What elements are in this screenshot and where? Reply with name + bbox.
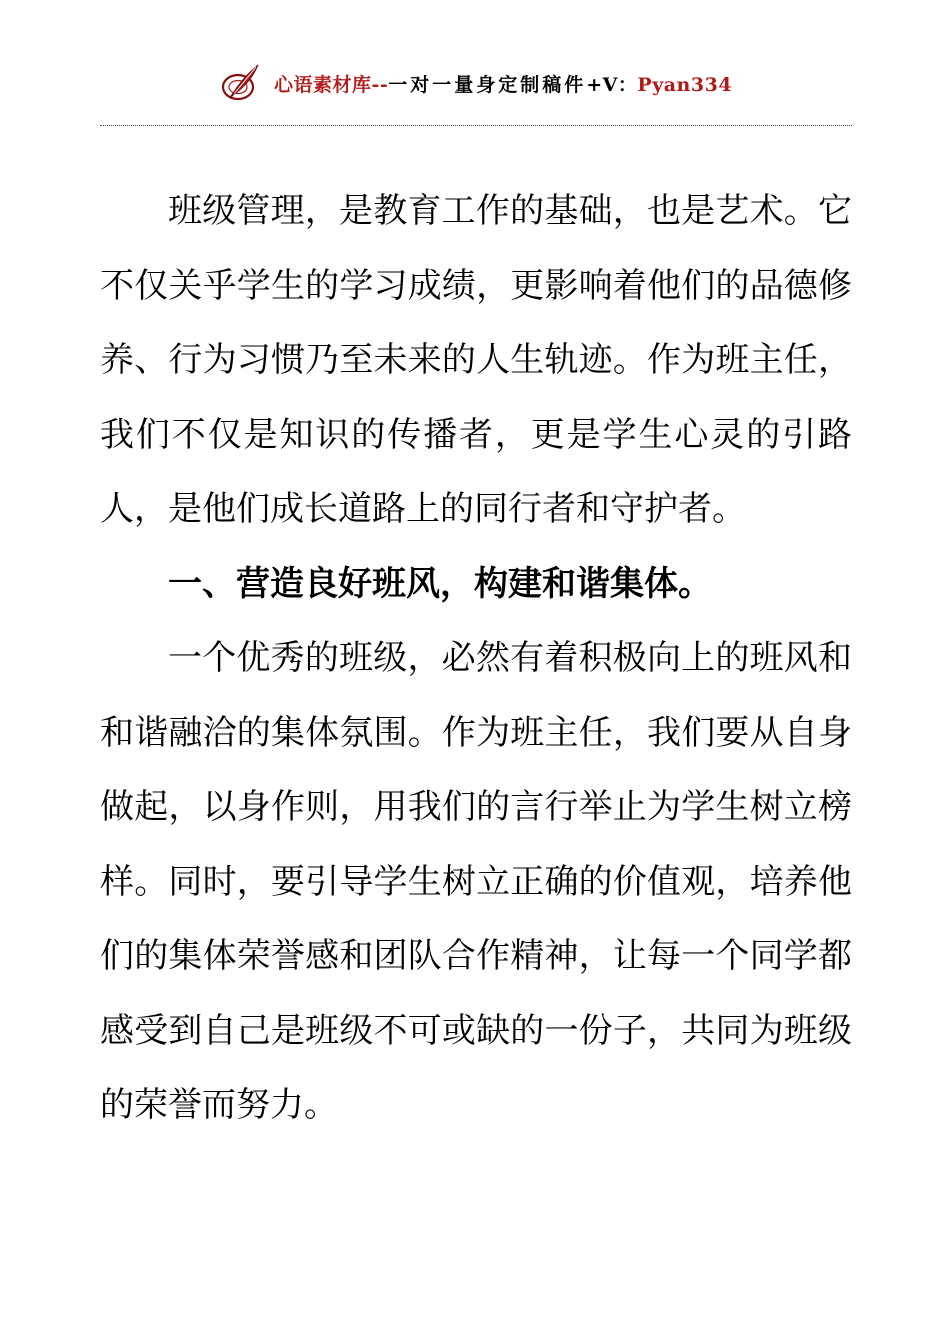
document-body <box>100 174 852 1143</box>
header-divider <box>100 125 852 126</box>
header-brand: 心语素材库 <box>273 73 372 96</box>
page-header <box>100 56 850 110</box>
header-title <box>274 70 732 97</box>
header-dashes: -- <box>371 73 389 96</box>
paragraph-section-1: 一个优秀的班级，必然有着积极向上的班风和和谐融洽的集体氛围。作为班主任，我们要从自身做起，以身作则，用我们的言行举止为学生树立榜样。同时，要引导学生树立正确的价值观，培养他们的集体荣誉感和团队合作精神，让每一个同学都感受到自己是班级不可或缺的一份子，共同为班级的荣誉而努力。 <box>100 638 852 1125</box>
header-contact-id: Pyan334 <box>637 73 733 96</box>
quill-pen-logo-icon <box>218 61 262 105</box>
header-contact-prefix: +V： <box>586 73 638 96</box>
header-slogan: 一对一量身定制稿件 <box>388 73 587 96</box>
paragraph-intro: 班级管理，是教育工作的基础，也是艺术。它不仅关乎学生的学习成绩，更影响着他们的品德修养、行为习惯乃至未来的人生轨迹。作为班主任，我们不仅是知识的传播者，更是学生心灵的引路人，是他们成长道路上的同行者和守护者。 <box>100 191 852 529</box>
section-heading: 一、营造良好班风，构建和谐集体。 <box>168 563 712 604</box>
